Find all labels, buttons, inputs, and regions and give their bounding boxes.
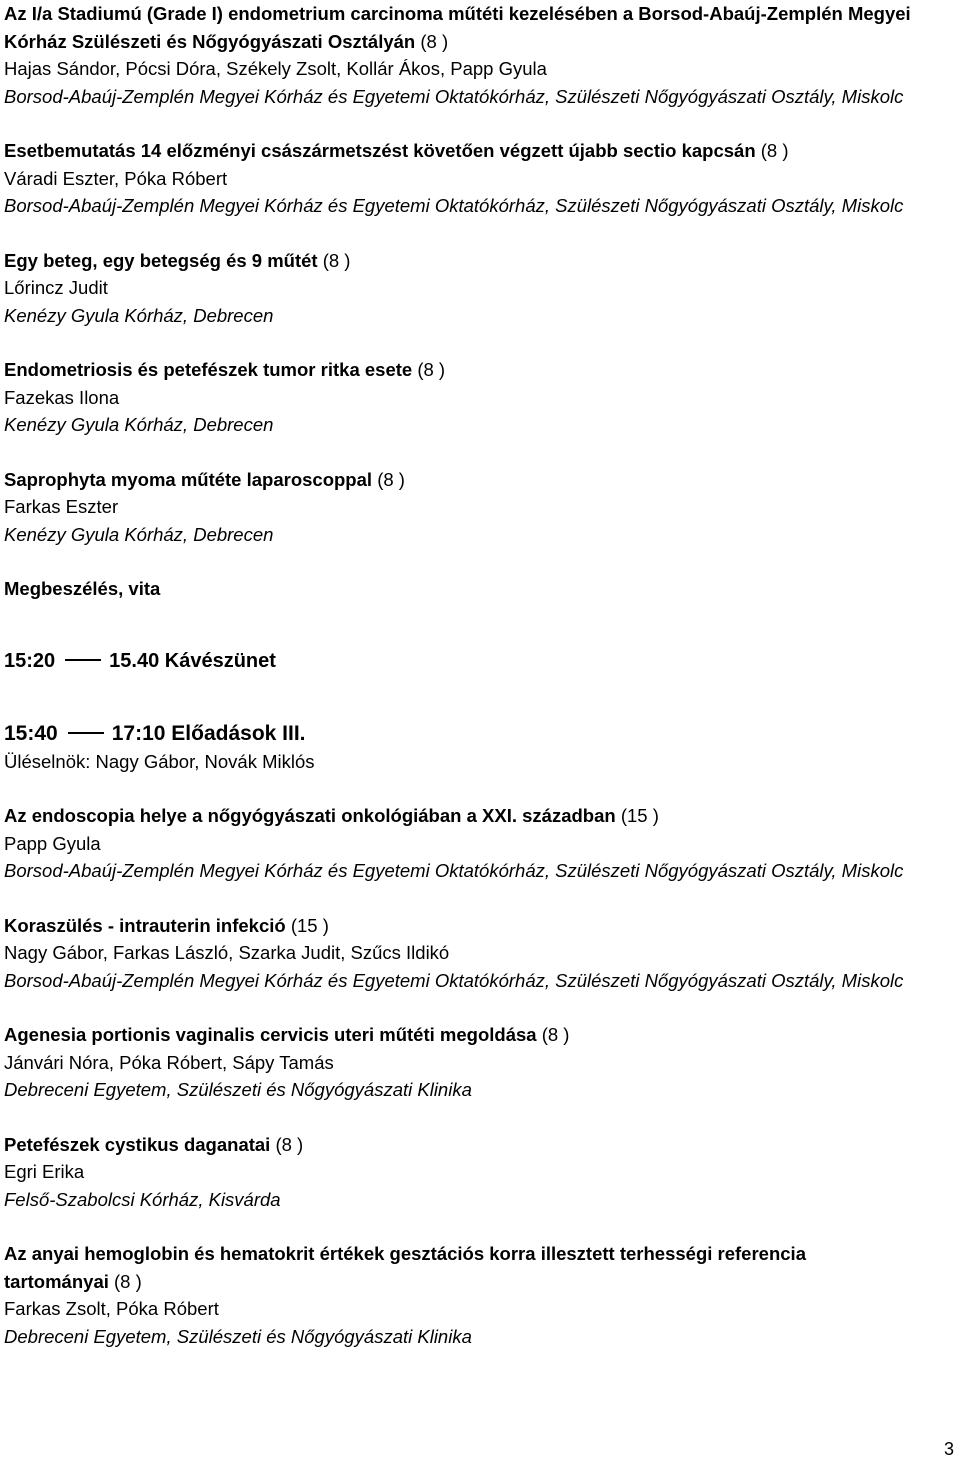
entry-institution: Kenézy Gyula Kórház, Debrecen <box>4 523 274 545</box>
entry-title: Egy beteg, egy betegség és 9 műtét <box>4 249 318 271</box>
page-number: 3 <box>943 1439 954 1459</box>
entry-authors: Nagy Gábor, Farkas László, Szarka Judit, Szűcs Ildikó <box>4 942 450 963</box>
entry-duration: (8 ) <box>760 140 789 161</box>
program-entry <box>4 356 954 439</box>
program-entry <box>4 137 954 220</box>
program-entry <box>4 1021 954 1104</box>
entry-institution: Borsod-Abaúj-Zemplén Megyei Kórház és Egyetemi Oktatókórház, Szülészeti Nőgyógyászati Osztály, Miskolc <box>4 969 904 991</box>
entry-institution: Borsod-Abaúj-Zemplén Megyei Kórház és Egyetemi Oktatókórház, Szülészeti Nőgyógyászati Osztály, Miskolc <box>4 860 904 881</box>
entry-duration: (8 ) <box>417 359 446 380</box>
entry-institution: Kenézy Gyula Kórház, Debrecen <box>4 304 274 326</box>
session-header <box>4 720 954 775</box>
session-end-time: 17:10 <box>111 722 166 745</box>
entry-title: Az endoscopia helye a nőgyógyászati onkológiában a XXI. században <box>4 805 616 826</box>
entry-title-line <box>4 1021 954 1049</box>
program-entry <box>4 247 954 330</box>
entry-authors: Egri Erika <box>4 1161 85 1182</box>
entry-title-line <box>4 1240 904 1295</box>
entry-authors: Lőrincz Judit <box>4 277 108 298</box>
entry-authors: Farkas Zsolt, Póka Róbert <box>4 1298 219 1319</box>
entry-title-line <box>4 0 954 55</box>
entry-institution: Kenézy Gyula Kórház, Debrecen <box>4 414 274 435</box>
entry-title-line <box>4 912 954 940</box>
entry-institution: Debreceni Egyetem, Szülészeti és Nőgyógyászati Klinika <box>4 1325 472 1347</box>
entry-authors: Papp Gyula <box>4 832 101 854</box>
session-label: Előadások III. <box>171 722 306 745</box>
coffee-break-line <box>4 648 954 676</box>
entry-title: Koraszülés - intrauterin infekció <box>4 914 286 936</box>
program-entry <box>4 466 954 549</box>
entry-title: Az anyai hemoglobin és hematokrit értékek gesztációs korra illesztett terhességi referencia tartományai <box>4 1243 806 1292</box>
entry-title-line <box>4 1131 954 1159</box>
entry-institution: Borsod-Abaúj-Zemplén Megyei Kórház és Egyetemi Oktatókórház, Szülészeti Nőgyógyászati Osztály, Miskolc <box>4 85 904 107</box>
entry-duration: (15 ) <box>290 914 329 936</box>
time-range-dash <box>65 659 101 661</box>
time-range-dash <box>68 732 104 734</box>
entry-title: Agenesia portionis vaginalis cervicis uteri műtéti megoldása <box>4 1024 537 1045</box>
program-entry <box>4 802 954 885</box>
program-entry <box>4 0 954 110</box>
entry-institution: Borsod-Abaúj-Zemplén Megyei Kórház és Egyetemi Oktatókórház, Szülészeti Nőgyógyászati Osztály, Miskolc <box>4 195 904 216</box>
program-page <box>4 0 954 1377</box>
entry-duration: (8 ) <box>420 30 449 52</box>
entry-title: Petefészek cystikus daganatai <box>4 1133 271 1155</box>
entry-title-line <box>4 356 954 384</box>
entry-title: Endometriosis és petefészek tumor ritka esete <box>4 359 413 380</box>
session-chairs: Üléselnök: Nagy Gábor, Novák Miklós <box>4 750 315 772</box>
entry-duration: (8 ) <box>377 468 405 490</box>
discussion-label: Megbeszélés, vita <box>4 578 161 599</box>
entry-authors: Fazekas Ilona <box>4 386 120 408</box>
entry-duration: (8 ) <box>275 1133 304 1155</box>
break-label: Kávészünet <box>164 649 276 672</box>
entry-title: Esetbemutatás 14 előzményi császármetszést követően végzett újabb sectio kapcsán <box>4 140 756 161</box>
program-entry <box>4 912 954 995</box>
entry-duration: (15 ) <box>620 805 659 826</box>
entry-title-line <box>4 247 954 275</box>
entry-title-line <box>4 466 954 494</box>
entry-authors: Váradi Eszter, Póka Róbert <box>4 167 228 189</box>
entry-title-line <box>4 802 954 830</box>
entry-title: Saprophyta myoma műtéte laparoscoppal <box>4 468 373 490</box>
entry-duration: (8 ) <box>114 1270 142 1292</box>
entry-duration: (8 ) <box>541 1024 570 1045</box>
break-end-time: 15.40 <box>109 649 160 672</box>
session-time-line <box>4 720 954 748</box>
program-entry <box>4 1240 954 1350</box>
entry-authors: Farkas Eszter <box>4 496 119 517</box>
entry-title: Az I/a Stadiumú (Grade I) endometrium carcinoma műtéti kezelésében a Borsod-Abaúj-Zemplén Megyei Kórház Szülészeti és Nőgyógyászati Osztályán <box>4 3 911 52</box>
entry-institution: Debreceni Egyetem, Szülészeti és Nőgyógyászati Klinika <box>4 1079 472 1100</box>
entry-authors: Hajas Sándor, Pócsi Dóra, Székely Zsolt, Kollár Ákos, Papp Gyula <box>4 58 547 79</box>
program-entry <box>4 1131 954 1214</box>
entry-authors: Jánvári Nóra, Póka Róbert, Sápy Tamás <box>4 1051 334 1073</box>
break-start-time: 15:20 <box>4 649 56 672</box>
entry-title-line <box>4 137 954 165</box>
entry-duration: (8 ) <box>322 249 351 271</box>
entry-institution: Felső-Szabolcsi Kórház, Kisvárda <box>4 1188 281 1210</box>
session-start-time: 15:40 <box>4 722 58 745</box>
